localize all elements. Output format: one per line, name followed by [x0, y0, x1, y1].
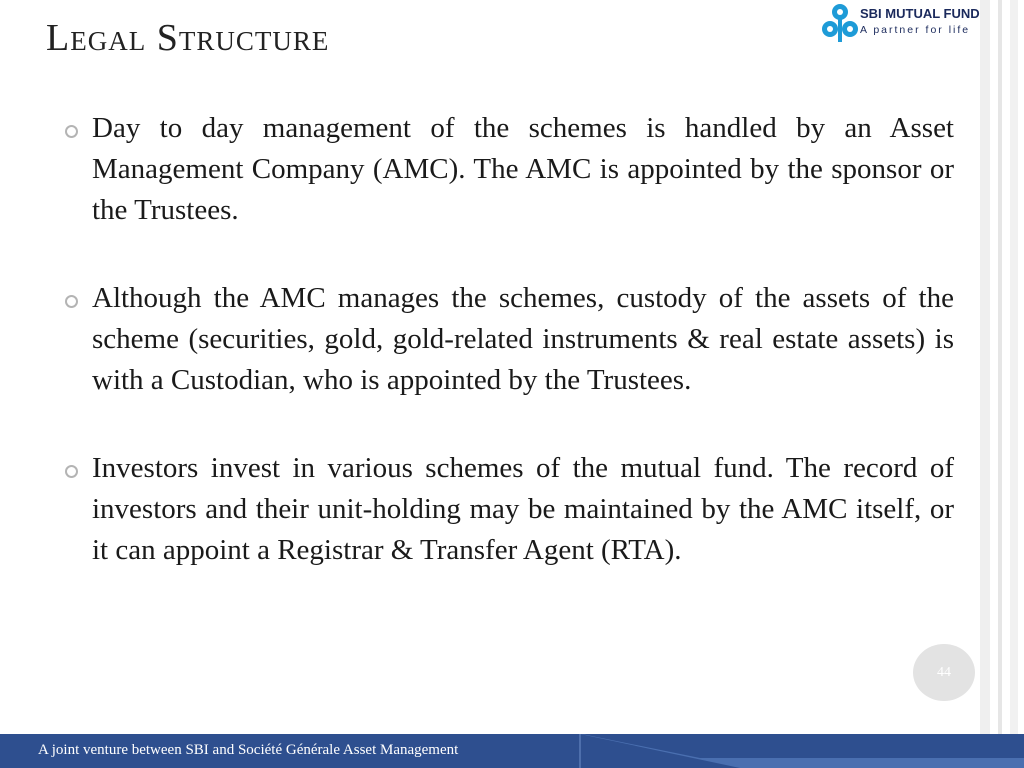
logo-tagline: A partner for life [860, 24, 971, 36]
bullet-circle-icon [65, 465, 78, 478]
page-number-badge: 44 [913, 644, 975, 701]
bullet-item [62, 448, 954, 571]
bullet-text: Although the AMC manages the schemes, custody of the assets of the scheme (securities, gold, gold-related instruments & real estate assets) is with a Custodian, who is appointed by the Trustees. [92, 282, 954, 396]
footer-bar [0, 734, 1024, 768]
footer-text: A joint venture between SBI and Société Générale Asset Management [38, 742, 459, 758]
bullet-item [62, 108, 954, 231]
bullet-list [62, 108, 954, 618]
bullet-text: Investors invest in various schemes of the mutual fund. The record of investors and their unit-holding may be maintained by the AMC itself, or it can appoint a Registrar & Transfer Agent (RTA). [92, 452, 954, 566]
bullet-circle-icon [65, 295, 78, 308]
bullet-text: Day to day management of the schemes is handled by an Asset Management Company (AMC). The AMC is appointed by the sponsor or the Trustees. [92, 112, 954, 226]
bullet-item [62, 278, 954, 401]
slide-title: Legal Structure [46, 17, 330, 59]
right-border-decoration [980, 0, 1024, 734]
bullet-circle-icon [65, 125, 78, 138]
logo-name: SBI MUTUAL FUND [860, 6, 980, 21]
sbi-logo [820, 2, 988, 48]
sbi-keyhole-icon [820, 2, 860, 48]
